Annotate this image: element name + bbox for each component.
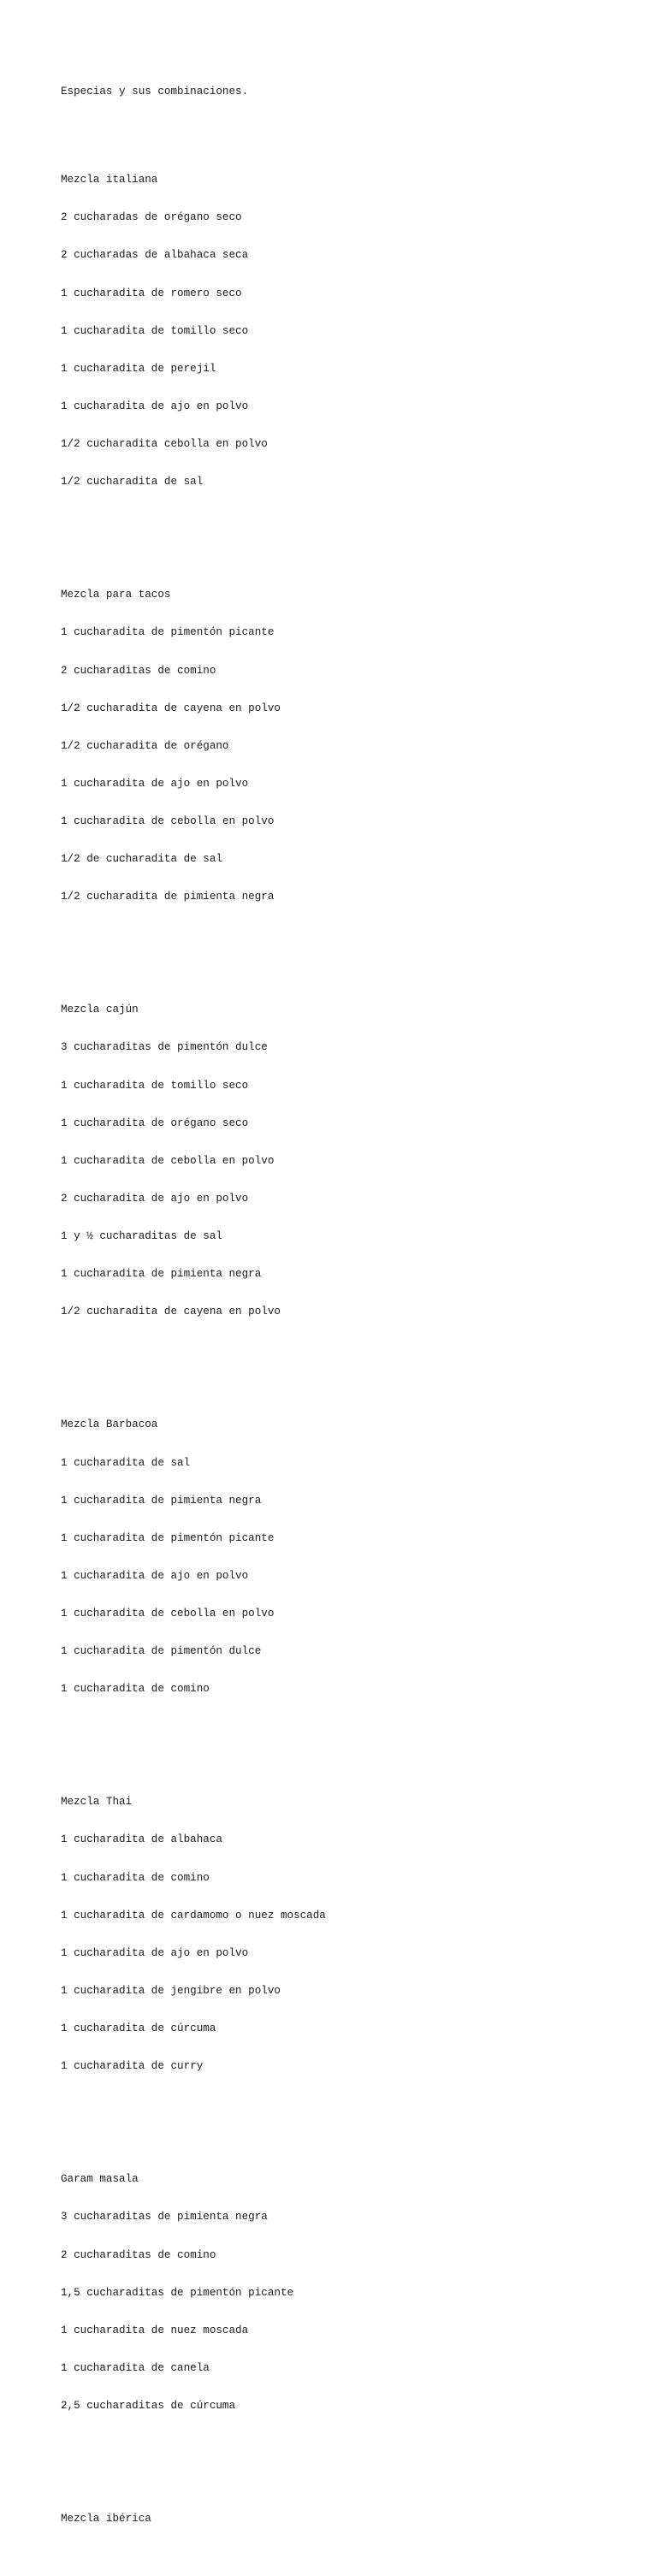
list-item: 2 cucharadita de ajo en polvo <box>61 1192 249 1205</box>
list-item: 1 cucharadita de cardamomo o nuez moscada <box>61 1909 326 1922</box>
list-item: 1 cucharadita de pimentón picante <box>61 1531 275 1544</box>
list-item: 1/2 cucharadita de pimienta negra <box>61 891 275 903</box>
list-item: 2 cucharadas de albahaca seca <box>61 249 249 262</box>
list-item: 2 cucharaditas de comino <box>61 664 216 677</box>
section-heading: Mezcla para tacos <box>61 589 171 601</box>
list-item: 1 cucharadita de ajo en polvo <box>61 1569 249 1582</box>
section-heading: Mezcla italiana <box>61 174 158 187</box>
section-garam-masala <box>61 2148 640 2437</box>
list-item: 1 cucharadita de tomillo seco <box>61 1079 249 1092</box>
list-item: 1,5 cucharaditas de pimentón picante <box>61 2286 294 2299</box>
section-mezcla-barbacoa <box>61 1394 640 1720</box>
list-item: 1/2 cucharadita de cayena en polvo <box>61 1306 281 1318</box>
list-item: 1 cucharadita de romero seco <box>61 287 242 299</box>
section-mezcla-cajun <box>61 979 640 1343</box>
list-item: 1/2 de cucharadita de sal <box>61 853 222 865</box>
list-item: 1 cucharadita de cebolla en polvo <box>61 1607 275 1620</box>
list-item: 3 cucharaditas de pimentón dulce <box>61 1041 268 1054</box>
section-heading: Garam masala <box>61 2173 139 2186</box>
list-item: 1 cucharadita de pimentón dulce <box>61 1645 262 1657</box>
list-item: 1 cucharadita de cebolla en polvo <box>61 1154 275 1167</box>
list-item: 1 cucharadita de orégano seco <box>61 1116 249 1129</box>
list-item: 1 cucharadita de albahaca <box>61 1833 222 1846</box>
section-heading: Mezcla Thai <box>61 1796 133 1809</box>
list-item: 1 cucharadita de ajo en polvo <box>61 777 249 790</box>
list-item: 2 cucharadas de orégano seco <box>61 211 242 224</box>
section-heading: Mezcla Barbacoa <box>61 1418 158 1431</box>
list-item: 1 cucharadita de sal <box>61 1456 191 1469</box>
list-item: 1 cucharadita de tomillo seco <box>61 324 249 337</box>
list-item: 1 cucharadita de perejil <box>61 362 216 375</box>
list-item: 1 cucharadita de pimienta negra <box>61 1268 262 1281</box>
list-item: 1 cucharadita de curry <box>61 2060 204 2073</box>
list-item: 1 cucharadita de ajo en polvo <box>61 400 249 412</box>
list-item: 1 cucharadita de nuez moscada <box>61 2324 249 2336</box>
section-mezcla-iberica <box>61 2488 640 2551</box>
list-item: 1 cucharadita de pimienta negra <box>61 1494 262 1507</box>
list-item: 1/2 cucharadita de orégano <box>61 739 229 752</box>
list-item: 1/2 cucharadita de sal <box>61 476 204 489</box>
section-mezcla-tacos <box>61 564 640 928</box>
document-title: Especias y sus combinaciones. <box>61 86 249 98</box>
list-item: 1 cucharadita de cebolla en polvo <box>61 814 275 827</box>
section-mezcla-italiana <box>61 149 640 513</box>
list-item: 1 y ½ cucharaditas de sal <box>61 1229 222 1242</box>
section-heading: Mezcla ibérica <box>61 2513 151 2526</box>
list-item: 1 cucharadita de comino <box>61 1871 210 1884</box>
section-mezcla-thai <box>61 1771 640 2098</box>
list-item: 1 cucharadita de cúrcuma <box>61 2022 216 2034</box>
document-page <box>61 61 640 2576</box>
list-item: 2 cucharaditas de comino <box>61 2248 216 2261</box>
list-item: 3 cucharaditas de pimienta negra <box>61 2211 268 2224</box>
list-item: 1 cucharadita de ajo en polvo <box>61 1946 249 1959</box>
section-heading: Mezcla cajún <box>61 1004 139 1016</box>
list-item: 1 cucharadita de canela <box>61 2361 210 2374</box>
list-item: 1 cucharadita de comino <box>61 1683 210 1696</box>
list-item: 1 cucharadita de jengibre en polvo <box>61 1984 281 1997</box>
list-item: 2,5 cucharaditas de cúrcuma <box>61 2399 236 2412</box>
list-item: 1/2 cucharadita de cayena en polvo <box>61 702 281 714</box>
list-item: 1 cucharadita de pimentón picante <box>61 626 275 639</box>
list-item: 1/2 cucharadita cebolla en polvo <box>61 437 268 450</box>
